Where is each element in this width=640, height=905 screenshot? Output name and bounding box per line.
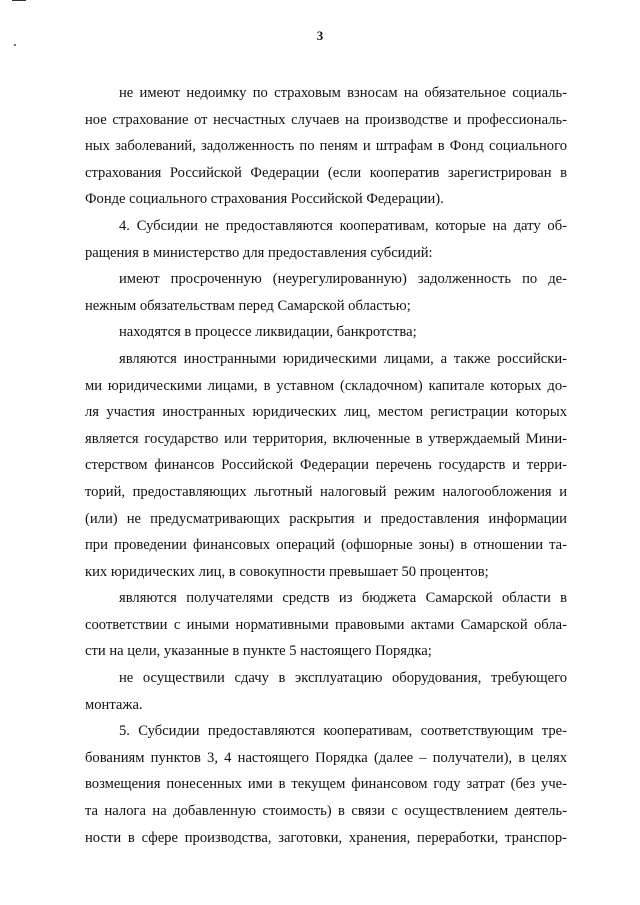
text-line: ля участия иностранных юридических лиц, местом регистрации которых [85, 404, 567, 421]
text-line: ное страхование от несчастных случаев на производстве и профессиональ- [85, 111, 567, 128]
text-line: не имеют недоимку по страховым взносам на обязательное социаль- [119, 85, 567, 101]
text-line: возмещения понесенных ими в текущем финансовом году затрат (без уче- [85, 776, 567, 793]
text-line: ких юридических лиц, в совокупности превышает 50 процентов; [85, 563, 489, 580]
text-line: ности в сфере производства, заготовки, хранения, переработки, транспор- [85, 829, 567, 846]
text-line: сти на цели, указанные в пункте 5 настоящего Порядка; [85, 643, 432, 660]
scan-corner-mark [12, 0, 26, 1]
scan-dot [14, 44, 16, 46]
text-line: торий, предоставляющих льготный налоговый режим налогообложения и [85, 483, 567, 500]
text-line: являются иностранными юридическими лицами, а также российски- [119, 350, 567, 367]
text-line: монтажа. [85, 696, 143, 713]
text-line: не осуществили сдачу в эксплуатацию оборудования, требующего [119, 670, 567, 687]
text-line: та налога на добавленную стоимость) в связи с осуществлением деятель- [85, 803, 567, 820]
text-line: являются получателями средств из бюджета Самарской области в [119, 590, 567, 607]
text-line: нежным обязательствам перед Самарской областью; [85, 297, 411, 314]
text-line: страхования Российской Федерации (если кооператив зарегистрирован в [85, 164, 567, 181]
text-line: ращения в министерство для предоставления субсидий: [85, 244, 433, 261]
text-line: ных заболеваний, задолженность по пеням и штрафам в Фонд социального [85, 138, 567, 155]
text-line: стерством финансов Российской Федерации перечень государств и терри- [85, 457, 567, 474]
document-body [85, 80, 567, 851]
text-line: (или) не предусматривающих раскрытия и предоставления информации [85, 510, 567, 527]
text-line: соответствии с иными нормативными правовыми актами Самарской обла- [85, 616, 567, 633]
text-line: имеют просроченную (неурегулированную) задолженность по де- [119, 271, 567, 288]
page-number: 3 [316, 28, 324, 43]
text-line: бованиям пунктов 3, 4 настоящего Порядка (далее – получатели), в целях [85, 749, 567, 766]
text-line: при проведении финансовых операций (офшорные зоны) в отношении та- [85, 537, 567, 554]
text-line: является государство или территория, включенные в утверждаемый Мини- [85, 430, 567, 447]
text-line: Фонде социального страхования Российской Федерации). [85, 191, 444, 208]
text-line: находятся в процессе ликвидации, банкротства; [119, 324, 417, 341]
text-line: ми юридическими лицами, в уставном (складочном) капитале которых до- [85, 377, 567, 394]
text-line: 5. Субсидии предоставляются кооперативам, соответствующим тре- [119, 723, 567, 740]
text-line: 4. Субсидии не предоставляются кооперативам, которые на дату об- [119, 217, 567, 234]
